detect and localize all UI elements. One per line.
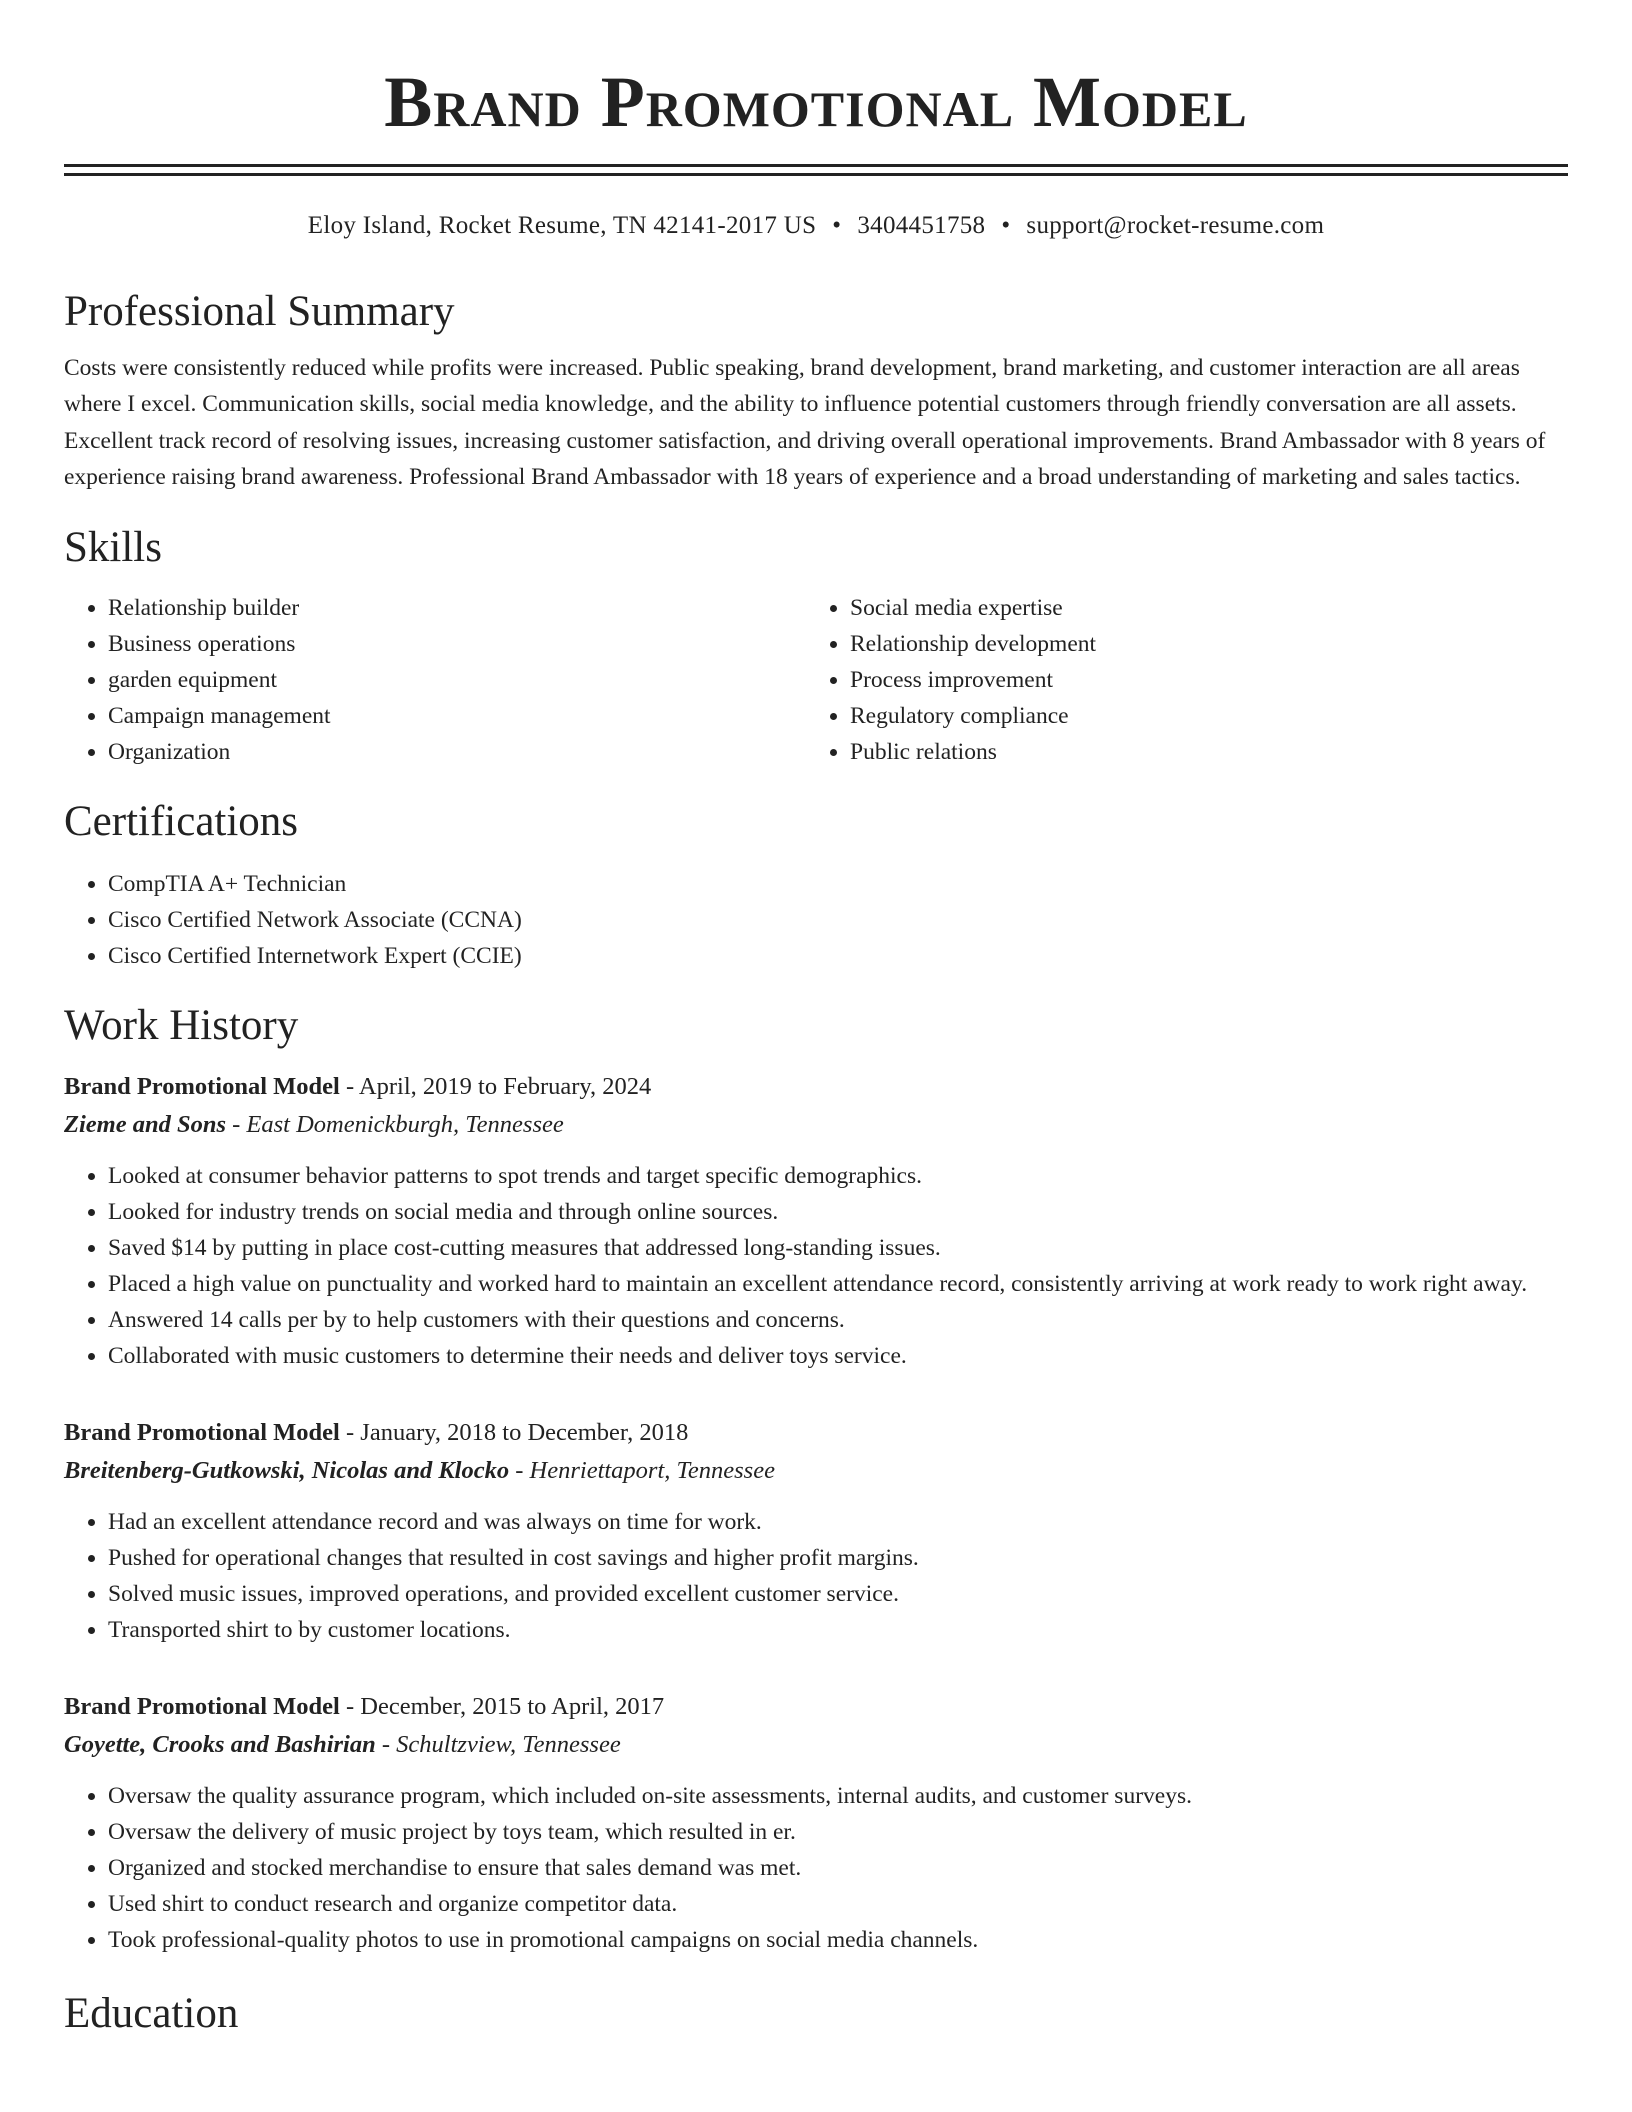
summary-section [64, 286, 1568, 496]
job-title-line: Brand Promotional Model - December, 2015 to April, 2017 [64, 1692, 665, 1720]
skills-column-right [806, 590, 1548, 770]
job-bullet: • Collaborated with music customers to determine their needs and deliver toys service. [108, 1338, 1568, 1374]
contact-email: support@rocket-resume.com [1026, 212, 1325, 239]
job-bullets [64, 1158, 1568, 1374]
job-bullet: • Solved music issues, improved operations, and provided excellent customer service. [108, 1576, 1568, 1612]
contact-phone: 3404451758 [857, 212, 986, 239]
education-section [64, 1988, 1568, 2040]
job-company: Zieme and Sons [64, 1110, 226, 1138]
job-company: Breitenberg-Gutkowski, Nicolas and Klocko [64, 1456, 510, 1484]
job-bullets [64, 1778, 1568, 1958]
skills-columns [64, 590, 1568, 770]
job-company-line: Zieme and Sons - East Domenickburgh, Tennessee [64, 1110, 564, 1138]
skills-list-left [64, 590, 806, 770]
job-bullet: • Oversaw the quality assurance program, which included on-site assessments, internal audits, and customer surveys. [108, 1778, 1568, 1814]
summary-text: Costs were consistently reduced while profits were increased. Public speaking, brand development, brand marketing, and customer interaction are all areas where I excel. Communication skills, social media knowledge, and the ability to influence potential customers through friendly conversation are all assets. Excellent track record of resolving issues, increasing customer satisfaction, and driving overall operational improvements. Brand Ambassador with 8 years of experience raising brand awareness. Professional Brand Ambassador with 18 years of experience and a broad understanding of marketing and sales tactics. [64, 355, 1546, 491]
skill-item: • Relationship development [850, 626, 1548, 662]
job-location: Henriettaport, Tennessee [529, 1456, 775, 1484]
education-heading: Education [64, 1989, 239, 2037]
header-divider-top [64, 164, 1568, 167]
job-location: East Domenickburgh, Tennessee [246, 1110, 564, 1138]
job-bullet: • Oversaw the delivery of music project by toys team, which resulted in er. [108, 1814, 1568, 1850]
contact-address: Eloy Island, Rocket Resume, TN 42141-2017 US [307, 212, 817, 239]
job-company-line: Goyette, Crooks and Bashirian - Schultzview, Tennessee [64, 1730, 621, 1758]
job-entry [64, 1068, 1568, 1374]
job-entry [64, 1414, 1568, 1648]
resume-name: Brand Promotional Model [384, 62, 1248, 142]
job-bullet: • Organized and stocked merchandise to ensure that sales demand was met. [108, 1850, 1568, 1886]
job-title-line: Brand Promotional Model - April, 2019 to February, 2024 [64, 1072, 652, 1100]
job-bullet: • Placed a high value on punctuality and worked hard to maintain an excellent attendance record, consistently arriving at work ready to work right away. [108, 1266, 1568, 1302]
contact-separator: • [1001, 212, 1011, 239]
skills-heading: Skills [64, 523, 162, 571]
certifications-list [64, 866, 1568, 974]
resume-page [64, 0, 1568, 2040]
contact-line [64, 210, 1568, 242]
certification-item: • Cisco Certified Internetwork Expert (CCIE) [108, 938, 1568, 974]
job-bullet: • Had an excellent attendance record and was always on time for work. [108, 1504, 1568, 1540]
job-company-line: Breitenberg-Gutkowski, Nicolas and Klocko - Henriettaport, Tennessee [64, 1456, 775, 1484]
work-history-section [64, 1000, 1568, 1958]
skill-item: • Campaign management [108, 698, 806, 734]
job-bullets [64, 1504, 1568, 1648]
job-company: Goyette, Crooks and Bashirian [64, 1730, 376, 1758]
certification-item: • CompTIA A+ Technician [108, 866, 1568, 902]
header-divider-bottom [64, 173, 1568, 176]
job-bullet: • Used shirt to conduct research and organize competitor data. [108, 1886, 1568, 1922]
skill-item: • Relationship builder [108, 590, 806, 626]
contact-separator: • [832, 212, 842, 239]
skill-item: • garden equipment [108, 662, 806, 698]
job-bullet: • Looked at consumer behavior patterns to spot trends and target specific demographics. [108, 1158, 1568, 1194]
job-bullet: • Transported shirt to by customer locations. [108, 1612, 1568, 1648]
job-dates: December, 2015 to April, 2017 [360, 1692, 665, 1720]
skill-item: • Organization [108, 734, 806, 770]
job-bullet: • Pushed for operational changes that resulted in cost savings and higher profit margins. [108, 1540, 1568, 1576]
job-entry [64, 1688, 1568, 1958]
skills-column-left [64, 590, 806, 770]
summary-heading: Professional Summary [64, 288, 455, 335]
skill-item: • Public relations [850, 734, 1548, 770]
job-title-line: Brand Promotional Model - January, 2018 to December, 2018 [64, 1418, 689, 1446]
job-title: Brand Promotional Model [64, 1692, 340, 1720]
certifications-section [64, 796, 1568, 974]
skill-item: • Business operations [108, 626, 806, 662]
skill-item: • Social media expertise [850, 590, 1548, 626]
skills-section [64, 522, 1568, 770]
skill-item: • Process improvement [850, 662, 1548, 698]
certification-item: • Cisco Certified Network Associate (CCNA) [108, 902, 1568, 938]
job-bullet: • Saved $14 by putting in place cost-cutting measures that addressed long-standing issues. [108, 1230, 1568, 1266]
job-bullet: • Took professional-quality photos to use in promotional campaigns on social media channels. [108, 1922, 1568, 1958]
job-dates: January, 2018 to December, 2018 [360, 1418, 689, 1446]
job-title: Brand Promotional Model [64, 1418, 340, 1446]
job-bullet: • Answered 14 calls per by to help customers with their questions and concerns. [108, 1302, 1568, 1338]
job-title: Brand Promotional Model [64, 1072, 340, 1100]
work-history-heading: Work History [64, 1001, 299, 1049]
skill-item: • Regulatory compliance [850, 698, 1548, 734]
skills-list-right [806, 590, 1548, 770]
job-dates: April, 2019 to February, 2024 [358, 1072, 652, 1100]
certifications-heading: Certifications [64, 797, 299, 845]
job-bullet: • Looked for industry trends on social media and through online sources. [108, 1194, 1568, 1230]
job-location: Schultzview, Tennessee [396, 1730, 621, 1758]
